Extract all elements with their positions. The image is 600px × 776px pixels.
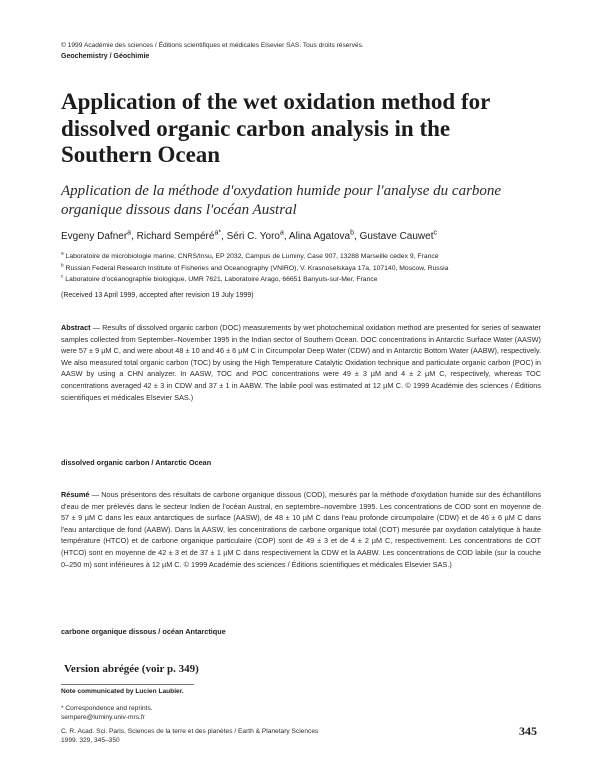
journal-volume: 1999. 329, 345–350: [61, 737, 120, 744]
resume-label: Résumé: [61, 490, 90, 499]
affiliation-list: [61, 251, 551, 286]
footnote-rule: [61, 684, 194, 685]
correspondence-email: sempere@luminy.univ-mrs.fr: [61, 714, 145, 721]
abstract-block: [61, 322, 541, 403]
author-name: Alina Agatova: [288, 231, 351, 242]
article-subtitle: Application de la méthode d'oxydation humide pour l'analyse du carbone organique dissous dans l'océan Austral: [61, 183, 502, 218]
section-label: Geochemistry / Géochimie: [61, 53, 150, 60]
affiliation-text: Laboratoire de microbiologie marine, CNRS/Insu, EP 2032, Campus de Luminy, Case 907, 13288 Marseille cedex 9, France: [65, 253, 439, 260]
communication-note: Note communicated by Lucien Laubier.: [61, 688, 184, 695]
author-affiliation-mark: a*: [214, 229, 222, 237]
journal-name: C. R. Acad. Sci. Paris, Sciences de la terre et des planètes / Earth & Planetary Sciences: [61, 728, 319, 735]
author-name: Richard Sempéré: [136, 231, 215, 242]
affiliation-text: Laboratoire d'océanographie biologique, UMR 7621, Laboratoire Arago, 66651 Banyuls-sur-Mer, France: [65, 276, 378, 283]
resume-block: [61, 489, 541, 570]
correspondence-line: * Correspondence and reprints.: [61, 705, 153, 712]
received-dates: (Received 13 April 1999, accepted after revision 19 July 1999): [61, 292, 254, 299]
affiliation-mark: a: [61, 251, 64, 257]
resume-text: — Nous présentons des résultats de carbone organique dissous (COD), mesurés par la méthode d'oxydation humide sur des échantillons d'eau de mer prélevés dans le secteur Indien de l'océan Austral, en septembre–novembre 1995. Les concentrations de COD sont en moyenne de 57 ± 9 µM C dans les eaux antarctiques de surface (AASW), de 48 ± 10 µM C dans l'eau profonde circumpolaire (CDW) et de 46 ± 6 µM C dans l'eau antarctique de fond (AABW). Dans la AASW, les concentrations de carbone organique total (COT) mesurée par oxydation catalytique à haute température (HTCO) et de carbone organique particulaire (COP) sont de 49 ± 3 et de 4 ± 2 µM C, respectivement. Les concentrations de COT (HTCO) sont en moyenne de 42 ± 3 et de 37 ± 1 µM C dans respectivement la CDW et la AABW. Les concentrations de COD labile (sur la couche 0–250 m) sont inférieures à 12 µM C. © 1999 Académie des sciences / Éditions scientifiques et médicales Elsevier SAS.): [61, 490, 542, 569]
page-number: 345: [519, 724, 537, 738]
journal-citation: [61, 727, 318, 745]
author-name: Séri C. Yoro: [226, 231, 280, 242]
affiliation-item: [61, 251, 551, 263]
abstract-keywords: dissolved organic carbon / Antarctic Ocean: [61, 458, 212, 467]
author-affiliation-mark: a: [280, 229, 284, 237]
affiliation-mark: b: [61, 263, 64, 269]
abstract-label: Abstract: [61, 323, 91, 332]
article-title: Application of the wet oxidation method for dissolved organic carbon analysis in the Southern Ocean: [61, 89, 490, 167]
author-list: Evgeny Dafner$^a$, Richard Sempéré$^{a*}$, Séri C. Yoro$^a$, Alina Agatova$^b$, Gustave Cauwet$^c$: [61, 229, 437, 242]
affiliation-text: Russian Federal Research Institute of Fisheries and Oceanography (VNIRO), V. Krasnoselskaya 17a, 107140, Moscow, Russia: [65, 264, 449, 272]
author-name: Gustave Cauwet: [359, 231, 434, 242]
author-name: Evgeny Dafner: [61, 231, 128, 242]
correspondence-note: [61, 704, 153, 722]
affiliation-item: [61, 274, 551, 286]
affiliation-item: [61, 263, 551, 275]
author-affiliation-mark: a: [127, 229, 132, 237]
author-affiliation-mark: b: [350, 229, 354, 237]
abstract-text: — Results of dissolved organic carbon (DOC) measurements by wet photochemical oxidation method are presented for series of seawater samples collected from September–November 1995 in the Indian sector of Southern Ocean. DOC concentrations in Antarctic Surface Water (AASW) were 57 ± 9 µM C, and were about 48 ± 10 and 46 ± 6 µM C in Circumpolar Deep Water (CDW) and in Antarctic Bottom Water (AABW), respectively. We also measured total organic carbon (TOC) by using the High Temperature Catalytic Oxidation technique and particulate organic carbon (POC) in AASW by using a CHN analyzer. In AASW, TOC and POC concentrations were 49 ± 3 µM and 4 ± 2 µM C, respectively, whereas TOC concentrations averaged 42 ± 3 in CDW and 37 ± 1 in AABW. The labile pool was estimated at 12 µM C. © 1999 Académie des sciences / Éditions scientifiques et médicales Elsevier SAS.): [61, 323, 541, 402]
resume-keywords: carbone organique dissous / océan Antarctique: [61, 627, 226, 636]
copyright-line: © 1999 Académie des sciences / Éditions scientifiques et médicales Elsevier SAS. Tous droits réservés.: [61, 42, 364, 49]
version-abregee-heading: Version abrégée (voir p. 349): [64, 663, 199, 675]
author-affiliation-mark: c: [433, 229, 437, 237]
affiliation-mark: c: [61, 274, 64, 280]
